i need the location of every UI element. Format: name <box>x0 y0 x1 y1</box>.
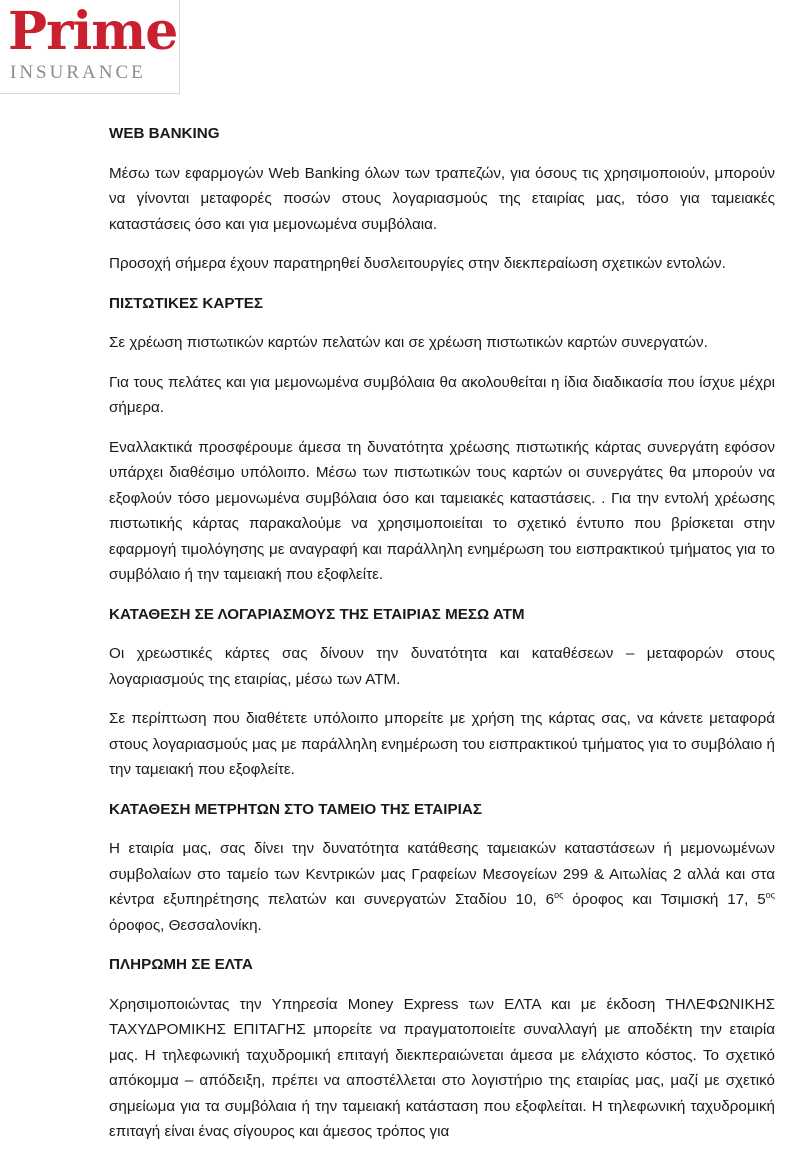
text-span: όροφος και Τσιμισκή 17, 5 <box>563 891 766 908</box>
section-web-banking <box>109 121 775 277</box>
section-elta <box>109 952 775 1145</box>
heading-elta: ΠΛΗΡΩΜΗ ΣΕ ΕΛΤΑ <box>109 956 253 973</box>
paragraph: Μέσω των εφαρμογών Web Banking όλων των τραπεζών, για όσους τις χρησιμοποιούν, μπορούν να γίνονται μεταφορές ποσών στους λογαριασμούς της εταιρίας μας, τόσο για ταμειακές καταστάσεις όσο και για μεμονωμένα συμβόλαια. <box>109 164 775 233</box>
heading-web-banking: WEB BANKING <box>109 125 220 142</box>
company-logo <box>0 0 180 94</box>
paragraph: Οι χρεωστικές κάρτες σας δίνουν την δυνατότητα και καταθέσεων – μεταφορών στους λογαριασμούς της εταιρίας, μέσω των ΑΤΜ. <box>109 645 775 688</box>
section-atm <box>109 602 775 783</box>
paragraph: Σε χρέωση πιστωτικών καρτών πελατών και σε χρέωση πιστωτικών καρτών συνεργατών. <box>109 334 708 351</box>
heading-credit-cards: ΠΙΣΤΩΤΙΚΕΣ ΚΑΡΤΕΣ <box>109 294 263 312</box>
logo-subtitle: INSURANCE <box>10 62 146 83</box>
paragraph <box>109 836 775 938</box>
paragraph: Προσοχή σήμερα έχουν παρατηρηθεί δυσλειτουργίες στην διεκπεραίωση σχετικών εντολών. <box>109 255 726 272</box>
superscript: ος <box>765 889 775 900</box>
heading-atm: ΚΑΤΑΘΕΣΗ ΣΕ ΛΟΓΑΡΙΑΣΜΟΥΣ ΤΗΣ ΕΤΑΙΡΙΑΣ ΜΕΣΩ ΑΤΜ <box>109 605 525 623</box>
paragraph: Εναλλακτικά προσφέρουμε άμεσα τη δυνατότητα χρέωσης πιστωτικής κάρτας συνεργάτη εφόσον υπάρχει διαθέσιμο υπόλοιπο. Μέσω των πιστωτικών τους καρτών οι συνεργάτες θα μπορούν να εξοφλούν τόσο μεμονωμένα συμβόλαια όσο και ταμειακές καταστάσεις. . Για την εντολή χρέωσης πιστωτικής κάρτας παρακαλούμε να χρησιμοποιείται το σχετικό έντυπο που βρίσκεται στην εφαρμογή τιμολόγησης με αναγραφή και παράλληλη ενημέρωση του εισπρακτικού τμήματος για το συμβόλαιο ή την ταμειακή που εξοφλείτε. <box>109 438 775 583</box>
logo-wordmark: Prime <box>8 1 178 62</box>
section-credit-cards <box>109 291 775 588</box>
paragraph: Χρησιμοποιώντας την Υπηρεσία Money Express των ΕΛΤΑ και με έκδοση ΤΗΛΕΦΩΝΙΚΗΣ ΤΑΧΥΔΡΟΜΙΚΗΣ ΕΠΙΤΑΓΗΣ μπορείτε να πραγματοποιείτε συναλλαγή με αποδέκτη την εταιρία μας. Η τηλεφωνική ταχυδρομική επιταγή διεκπεραιώνεται άμεσα με ελάχιστο κόστος. Το σχετικό απόκομμα – απόδειξη, πρέπει να αποστέλλεται στο λογιστήριο της εταιρίας μας, μαζί με σχετικό σημείωμα για τα συμβόλαια ή την ταμειακή κατάσταση που εξοφλείται. Η τηλεφωνική ταχυδρομική επιταγή είναι ένας σίγουρος και άμεσος τρόπος για <box>109 995 775 1140</box>
document-body <box>109 121 775 1159</box>
superscript: ος <box>554 889 564 900</box>
text-span: Η εταιρία μας, σας δίνει την δυνατότητα κατάθεσης ταμειακών καταστάσεων ή μεμονωμένων συμβολαίων στο ταμείο των Κεντρικών μας Γραφείων Μεσογείων 299 & Αιτωλίας 2 αλλά και στα κέντρα εξυπηρέτησης πελατών και συνεργατών Σταδίου 10, 6 <box>109 840 775 908</box>
text-span: όροφος, Θεσσαλονίκη. <box>109 916 262 934</box>
paragraph: Για τους πελάτες και για μεμονωμένα συμβόλαια θα ακολουθείται η ίδια διαδικασία που ίσχυε μέχρι σήμερα. <box>109 373 775 416</box>
heading-cash-deposit: ΚΑΤΑΘΕΣΗ ΜΕΤΡΗΤΩΝ ΣΤΟ ΤΑΜΕΙΟ ΤΗΣ ΕΤΑΙΡΙΑΣ <box>109 800 482 818</box>
section-cash-deposit <box>109 797 775 939</box>
paragraph: Σε περίπτωση που διαθέτετε υπόλοιπο μπορείτε με χρήση της κάρτας σας, να κάνετε μεταφορά στους λογαριασμούς μας με παράλληλη ενημέρωση του εισπρακτικού τμήματος για το συμβόλαιο ή την ταμειακή που εξοφλείτε. <box>109 710 775 778</box>
